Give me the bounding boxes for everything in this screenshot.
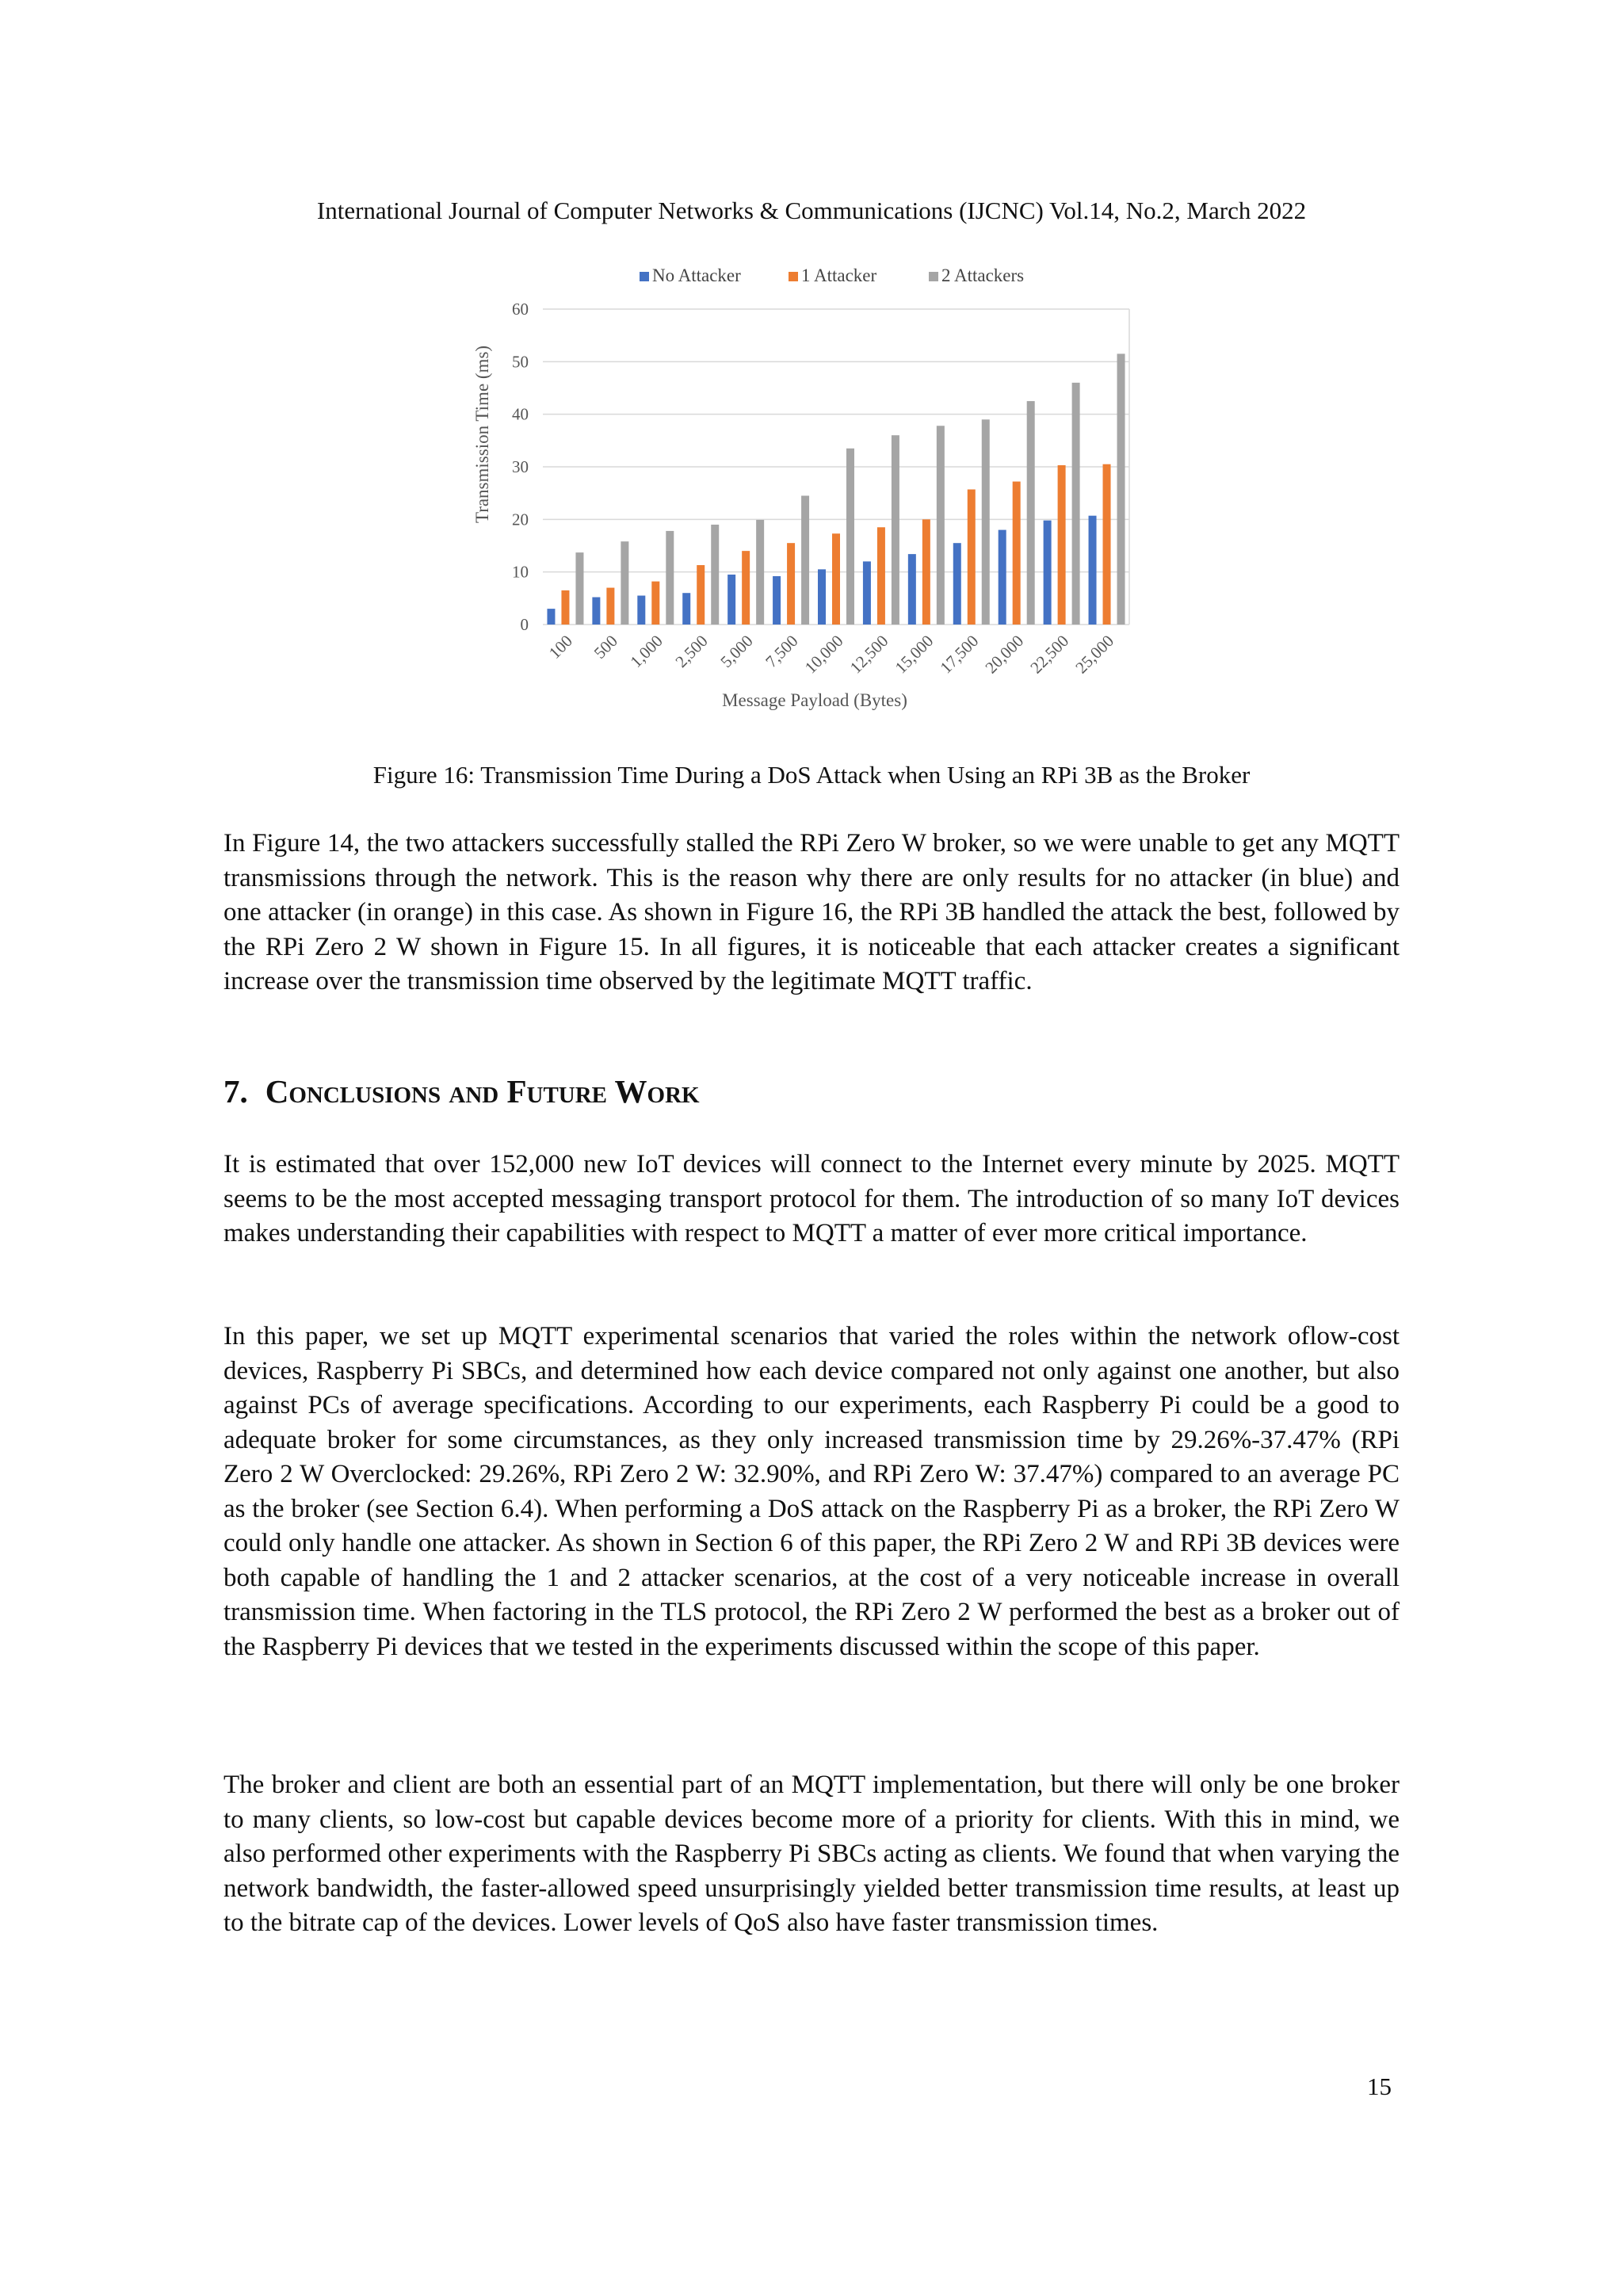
bar [1072, 383, 1080, 625]
section-number: 7. [223, 1073, 248, 1110]
bar [832, 533, 840, 625]
bar [922, 519, 930, 625]
bar [651, 582, 659, 625]
section-title: Conclusions and Future Work [265, 1073, 700, 1110]
bar [606, 588, 614, 625]
figure-16 [460, 262, 1157, 721]
x-axis-ticks [545, 632, 1117, 678]
bar [1013, 482, 1021, 625]
legend-swatch [789, 272, 798, 281]
x-tick-label: 15,000 [891, 631, 938, 678]
paragraph-figure-discussion: In Figure 14, the two attackers successfully stalled the RPi Zero W broker, so we were unable to get any MQTT transmissions through the network. This is the reason why there are only results for no attacker (in blue) and one attacker (in orange) in this case. As shown in Figure 16, the RPi 3B handled the attack the best, followed by the RPi Zero 2 W shown in Figure 15. In all figures, it is noticeable that each attacker creates a significant increase over the transmission time observed by the legitimate MQTT traffic. [223, 829, 1400, 995]
x-tick-label: 25,000 [1071, 631, 1118, 678]
bar [621, 541, 628, 625]
figure-caption: Figure 16: Transmission Time During a DoS Attack when Using an RPi 3B as the Broker [372, 761, 1251, 789]
bar [982, 419, 990, 625]
bar [787, 543, 795, 625]
journal-header: International Journal of Computer Networks & Communications (IJCNC) Vol.14, No.2, March 2022 [316, 197, 1307, 224]
paragraph-conclusions-intro: It is estimated that over 152,000 new IoT devices will connect to the Internet every minute by 2025. MQTT seems to be the most accepted messaging transport protocol for them. The introduction of so many IoT devices makes understanding their capabilities with respect to MQTT a matter of ever more critical importance. [223, 1150, 1400, 1247]
y-axis-ticks [512, 300, 529, 634]
x-tick-label: 17,500 [936, 631, 983, 678]
chart-legend [640, 266, 1024, 285]
bar [666, 531, 674, 625]
y-axis-label: Transmission Time (ms) [472, 345, 492, 524]
bar [801, 495, 809, 625]
x-tick-label: 5,000 [716, 631, 757, 671]
legend-label: 2 Attackers [941, 266, 1025, 285]
bar [908, 554, 916, 625]
y-tick-label: 0 [520, 615, 529, 634]
bar [937, 426, 945, 625]
paragraph-conclusions-results: In this paper, we set up MQTT experimental scenarios that varied the roles within the network oflow-cost devices, Raspberry Pi SBCs, and determined how each device compared not only against one another, but also against PCs of average specifications. According to our experiments, each Raspberry Pi could be a good to adequate broker for some circumstances, as they only increased transmission time by 29.26%-37.47% (RPi Zero 2 W Overclocked: 29.26%, RPi Zero 2 W: 32.90%, and RPi Zero W: 37.47%) compared to an average PC as the broker (see Section 6.4). When performing a DoS attack on the Raspberry Pi as a broker, the RPi Zero W could only handle one attacker. As shown in Section 6 of this paper, the RPi Zero 2 W and RPi 3B devices were both capable of handling the 1 and 2 attacker scenarios, at the cost of a very noticeable increase in overall transmission time. When factoring in the TLS protocol, the RPi Zero 2 W performed the best as a broker out of the Raspberry Pi devices that we tested in the experiments discussed within the scope of this paper. [223, 1322, 1400, 1661]
bar [1044, 521, 1052, 625]
legend-label: No Attacker [652, 266, 741, 285]
bar [968, 490, 976, 625]
x-tick-label: 22,500 [1026, 631, 1073, 678]
bar [742, 551, 750, 625]
page-number: 15 [1367, 2073, 1392, 2100]
bar [999, 530, 1006, 625]
bar [1117, 353, 1125, 625]
y-tick-label: 20 [512, 510, 529, 529]
bar [773, 576, 781, 625]
bar [1058, 465, 1066, 625]
bar [756, 520, 764, 625]
bar [846, 449, 854, 625]
bar [818, 569, 826, 625]
bar [637, 596, 645, 625]
section-heading [223, 1072, 700, 1111]
legend-swatch [640, 272, 649, 281]
bar [547, 609, 555, 625]
x-tick-label: 1,000 [626, 631, 666, 671]
legend-label: 1 Attacker [801, 266, 877, 285]
x-tick-label: 7,500 [762, 631, 802, 671]
x-tick-label: 500 [590, 631, 621, 663]
bar [953, 543, 961, 625]
y-tick-label: 50 [512, 352, 529, 372]
bar [863, 561, 871, 625]
x-tick-label: 2,500 [671, 631, 712, 671]
y-tick-label: 40 [512, 404, 529, 424]
x-tick-label: 100 [544, 631, 576, 663]
bar-chart [460, 262, 1157, 721]
x-tick-label: 10,000 [800, 631, 847, 678]
paragraph-conclusions-clients: The broker and client are both an essential part of an MQTT implementation, but there will only be one broker to many clients, so low-cost but capable devices become more of a priority for clients. With this in mind, we also performed other experiments with the Raspberry Pi SBCs acting as clients. We found that when varying the network bandwidth, the faster-allowed speed unsurprisingly yielded better transmission time results, at least up to the bitrate cap of the devices. Lower levels of QoS also have faster transmission times. [223, 1771, 1400, 1937]
legend-swatch [929, 272, 938, 281]
bar [682, 593, 690, 625]
x-axis-label: Message Payload (Bytes) [722, 690, 907, 710]
x-tick-label: 20,000 [981, 631, 1028, 678]
bar [1089, 516, 1097, 625]
bar [592, 598, 600, 625]
y-tick-label: 60 [512, 300, 529, 319]
chart-bars [547, 353, 1125, 625]
bar [892, 435, 899, 625]
x-tick-label: 12,500 [846, 631, 892, 678]
y-tick-label: 10 [512, 562, 529, 582]
bar [1027, 401, 1035, 625]
bar [561, 590, 569, 625]
bar [711, 525, 719, 625]
bar [575, 552, 583, 625]
bar [727, 575, 735, 625]
bar [877, 527, 885, 625]
bar [1103, 464, 1111, 625]
bar [697, 565, 705, 625]
y-tick-label: 30 [512, 457, 529, 476]
